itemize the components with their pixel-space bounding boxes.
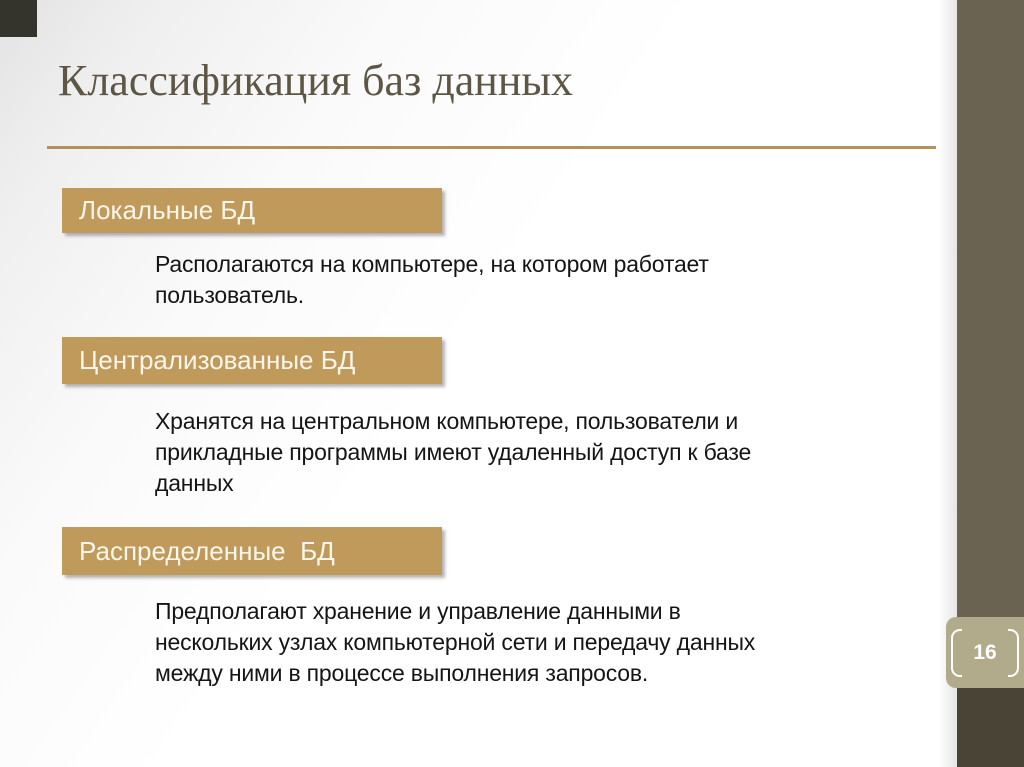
category-box-local	[62, 188, 442, 233]
category-label: Распределенные БД	[79, 535, 335, 566]
description-line: Хранятся на центральном компьютере, пользователи и	[155, 408, 739, 434]
description-line: Располагаются на компьютере, на котором работает	[155, 251, 709, 277]
bracket-left-icon	[951, 629, 962, 677]
title-divider-rule	[47, 146, 936, 149]
description-line: пользователь.	[155, 282, 304, 308]
page-number: 16	[973, 640, 997, 664]
category-description-distributed	[155, 596, 755, 689]
description-line: Предполагают хранение и управление данными в	[155, 598, 681, 624]
category-box-centralized	[62, 337, 442, 384]
page-number-plate	[946, 617, 1024, 688]
description-line: между ними в процессе выполнения запросов.	[155, 660, 649, 686]
theme-side-band-bottom	[957, 688, 1024, 767]
bracket-right-icon	[1008, 629, 1019, 677]
description-line: нескольких узлах компьютерной сети и передачу данных	[155, 629, 756, 655]
category-label: Локальные БД	[79, 195, 256, 225]
description-line: прикладные программы имеют удаленный доступ к базе	[155, 439, 752, 465]
category-description-local	[155, 249, 709, 311]
theme-corner-square	[0, 0, 37, 37]
category-box-distributed	[62, 527, 442, 575]
slide-title: Классификация баз данных	[58, 56, 573, 105]
description-line: данных	[155, 470, 234, 496]
category-description-centralized	[155, 406, 751, 499]
category-label: Централизованные БД	[79, 345, 356, 375]
